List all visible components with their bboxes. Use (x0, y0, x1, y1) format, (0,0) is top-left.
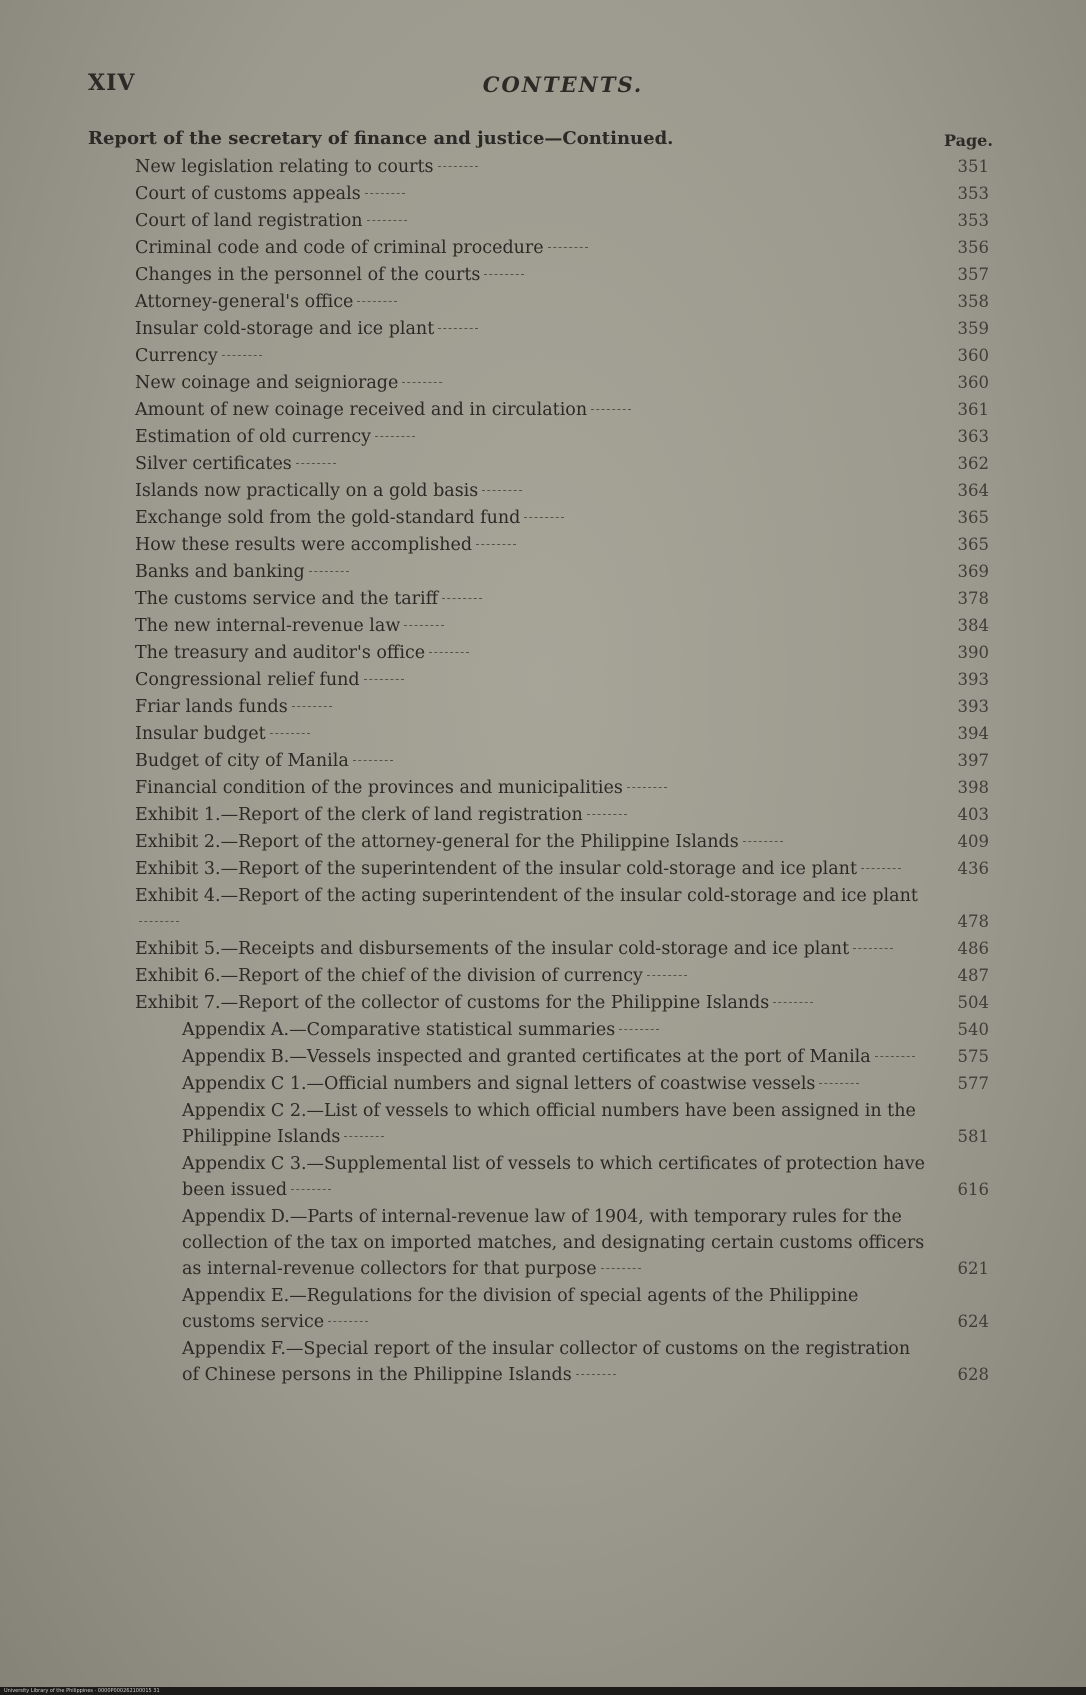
toc-entry-title: Friar lands funds (135, 694, 929, 720)
toc-entry-title: Estimation of old currency (135, 424, 929, 450)
toc-entry-page: 393 (957, 697, 989, 716)
dot-leader (442, 598, 482, 599)
toc-entry (182, 1283, 989, 1335)
toc-entry-title: Appendix A.—Comparative statistical summaries (182, 1017, 929, 1043)
toc-entry-page: 357 (957, 265, 989, 284)
toc-entry-page: 487 (957, 966, 989, 985)
toc-entry-title: Exhibit 4.—Report of the acting superintendent of the insular cold-storage and ice plant (135, 883, 929, 935)
toc-entry (135, 963, 989, 989)
dot-leader (619, 1029, 659, 1030)
toc-entry-page: 403 (957, 805, 989, 824)
dot-leader (587, 814, 627, 815)
dot-leader (601, 1268, 641, 1269)
dot-leader (853, 948, 893, 949)
toc-entry-page: 353 (957, 211, 989, 230)
dot-leader (292, 706, 332, 707)
toc-entry (135, 694, 989, 720)
dot-leader (365, 193, 405, 194)
dot-leader (524, 517, 564, 518)
toc-entry-page: 436 (957, 859, 989, 878)
toc-entry-page: 621 (957, 1259, 989, 1278)
dot-leader (861, 868, 901, 869)
toc-entry-page: 581 (957, 1127, 989, 1146)
toc-entry-title: Silver certificates (135, 451, 929, 477)
page-column-label: Page. (944, 131, 993, 150)
toc-entry-page: 353 (957, 184, 989, 203)
toc-entry-page: 504 (957, 993, 989, 1012)
dot-leader (591, 409, 631, 410)
dot-leader (438, 328, 478, 329)
toc-entry-title: Exhibit 1.—Report of the clerk of land registration (135, 802, 929, 828)
toc-entry-title: The new internal-revenue law (135, 613, 929, 639)
toc-entry (135, 262, 989, 288)
toc-entry (182, 1151, 989, 1203)
toc-entry-title: Appendix C 1.—Official numbers and signal letters of coastwise vessels (182, 1071, 929, 1097)
footer-text: University Library of the Philippines · 0000P000262100015 31 (4, 1688, 160, 1694)
toc-entry-title: New legislation relating to courts (135, 154, 929, 180)
toc-entry-title: Congressional relief fund (135, 667, 929, 693)
toc-entry-page: 365 (957, 508, 989, 527)
toc-entry-title: Insular budget (135, 721, 929, 747)
dot-leader (484, 274, 524, 275)
toc-entry-page: 378 (957, 589, 989, 608)
toc-entry-title: Exhibit 5.—Receipts and disbursements of the insular cold-storage and ice plant (135, 936, 929, 962)
toc-entry (135, 613, 989, 639)
dot-leader (773, 1002, 813, 1003)
toc-entry-title: The treasury and auditor's office (135, 640, 929, 666)
toc-entry-title: Financial condition of the provinces and municipalities (135, 775, 929, 801)
page-number: XIV (88, 70, 136, 96)
toc-entry-page: 359 (957, 319, 989, 338)
dot-leader (476, 544, 516, 545)
toc-entry (135, 424, 989, 450)
toc-entry-title: Islands now practically on a gold basis (135, 478, 929, 504)
toc-entry (135, 829, 989, 855)
toc-entry-title: Currency (135, 343, 929, 369)
toc-entry-title: Changes in the personnel of the courts (135, 262, 929, 288)
toc-entry (182, 1336, 989, 1388)
dot-leader (270, 733, 310, 734)
dot-leader (647, 975, 687, 976)
toc-entry (135, 748, 989, 774)
footer-strip (0, 1687, 1086, 1695)
toc-entry (135, 856, 989, 882)
toc-entry (135, 721, 989, 747)
toc-entry-page: 369 (957, 562, 989, 581)
dot-leader (357, 301, 397, 302)
dot-leader (402, 382, 442, 383)
dot-leader (353, 760, 393, 761)
dot-leader (548, 247, 588, 248)
toc-entry (135, 775, 989, 801)
dot-leader (364, 679, 404, 680)
toc-entry-page: 397 (957, 751, 989, 770)
toc-entry (135, 181, 989, 207)
toc-entry-title: Banks and banking (135, 559, 929, 585)
toc-entry (135, 343, 989, 369)
toc-entry-page: 628 (957, 1365, 989, 1384)
toc-entry (135, 936, 989, 962)
dot-leader (344, 1136, 384, 1137)
toc-entry (135, 208, 989, 234)
dot-leader (367, 220, 407, 221)
toc-entry-title: New coinage and seigniorage (135, 370, 929, 396)
dot-leader (429, 652, 469, 653)
dot-leader (296, 463, 336, 464)
dot-leader (375, 436, 415, 437)
toc-entry-title: Appendix E.—Regulations for the division of special agents of the Philippine customs service (182, 1286, 859, 1332)
toc-entry (135, 802, 989, 828)
dot-leader (139, 921, 179, 922)
toc-entry (135, 559, 989, 585)
toc-entry-page: 398 (957, 778, 989, 797)
toc-entry-title: Appendix B.—Vessels inspected and granted certificates at the port of Manila (182, 1044, 929, 1070)
dot-leader (576, 1374, 616, 1375)
toc-entry-page: 486 (957, 939, 989, 958)
toc-entry (135, 289, 989, 315)
toc-entry (182, 1017, 989, 1043)
toc-entry (182, 1044, 989, 1070)
toc-entry-title: Appendix D.—Parts of internal-revenue law of 1904, with temporary rules for the collection of the tax on imported matches, and designating certain customs officers as internal-revenue collectors for that purpose (182, 1207, 925, 1279)
toc-entry-page: 394 (957, 724, 989, 743)
section-title: Report of the secretary of finance and justice—Continued. (88, 128, 674, 149)
dot-leader (309, 571, 349, 572)
toc-entry (135, 532, 989, 558)
toc-entry-page: 575 (957, 1047, 989, 1066)
dot-leader (438, 166, 478, 167)
toc-entry-title: Exhibit 2.—Report of the attorney-general for the Philippine Islands (135, 829, 929, 855)
toc-entry-title: Appendix C 3.—Supplemental list of vessels to which certificates of protection have been issued (182, 1154, 925, 1200)
toc-entry (135, 667, 989, 693)
toc-entry-title: Criminal code and code of criminal procedure (135, 235, 929, 261)
toc-entry (135, 990, 989, 1016)
toc-entry-page: 384 (957, 616, 989, 635)
toc-entry (135, 505, 989, 531)
toc-entry-page: 409 (957, 832, 989, 851)
toc-entry-page: 351 (957, 157, 989, 176)
dot-leader (875, 1056, 915, 1057)
toc-entry-page: 363 (957, 427, 989, 446)
toc-entry-page: 362 (957, 454, 989, 473)
toc-entry-title: How these results were accomplished (135, 532, 929, 558)
toc-entry-page: 624 (957, 1312, 989, 1331)
dot-leader (482, 490, 522, 491)
toc-entry (135, 235, 989, 261)
toc-entry-page: 361 (957, 400, 989, 419)
toc-entry-title: Attorney-general's office (135, 289, 929, 315)
toc-entry-title: Court of customs appeals (135, 181, 929, 207)
toc-entry (182, 1204, 989, 1282)
dot-leader (328, 1321, 368, 1322)
toc-entry-page: 390 (957, 643, 989, 662)
toc-entry (135, 586, 989, 612)
toc-entry-title: Exhibit 3.—Report of the superintendent of the insular cold-storage and ice plant (135, 856, 929, 882)
toc-entry-title: Appendix F.—Special report of the insular collector of customs on the registration of Chinese persons in the Philippine Islands (182, 1339, 911, 1385)
table-of-contents (0, 154, 1086, 1389)
toc-entry-title: Court of land registration (135, 208, 929, 234)
toc-entry-title: Appendix C 2.—List of vessels to which official numbers have been assigned in the Philippine Islands (182, 1101, 916, 1147)
toc-entry-page: 478 (957, 912, 989, 931)
toc-entry-page: 577 (957, 1074, 989, 1093)
toc-entry (135, 397, 989, 423)
toc-entry-page: 356 (957, 238, 989, 257)
page-header: CONTENTS. (482, 72, 644, 97)
toc-entry (135, 478, 989, 504)
dot-leader (627, 787, 667, 788)
dot-leader (743, 841, 783, 842)
toc-entry (182, 1098, 989, 1150)
dot-leader (819, 1083, 859, 1084)
toc-entry (135, 154, 989, 180)
toc-entry-title: Budget of city of Manila (135, 748, 929, 774)
toc-entry-title: Exhibit 6.—Report of the chief of the division of currency (135, 963, 929, 989)
toc-entry (135, 640, 989, 666)
toc-entry-title: Insular cold-storage and ice plant (135, 316, 929, 342)
toc-entry-page: 540 (957, 1020, 989, 1039)
toc-entry (182, 1071, 989, 1097)
toc-entry-page: 616 (957, 1180, 989, 1199)
toc-entry-page: 364 (957, 481, 989, 500)
toc-entry-title: Exhibit 7.—Report of the collector of customs for the Philippine Islands (135, 990, 929, 1016)
toc-entry (135, 451, 989, 477)
dot-leader (404, 625, 444, 626)
toc-entry-page: 360 (957, 346, 989, 365)
toc-entry-title: Amount of new coinage received and in circulation (135, 397, 929, 423)
dot-leader (291, 1189, 331, 1190)
toc-entry-page: 358 (957, 292, 989, 311)
toc-entry (135, 883, 989, 935)
toc-entry-title: Exchange sold from the gold-standard fund (135, 505, 929, 531)
toc-entry-page: 360 (957, 373, 989, 392)
toc-entry (135, 370, 989, 396)
toc-entry-page: 365 (957, 535, 989, 554)
toc-entry (135, 316, 989, 342)
toc-entry-title: The customs service and the tariff (135, 586, 929, 612)
dot-leader (222, 355, 262, 356)
toc-entry-page: 393 (957, 670, 989, 689)
